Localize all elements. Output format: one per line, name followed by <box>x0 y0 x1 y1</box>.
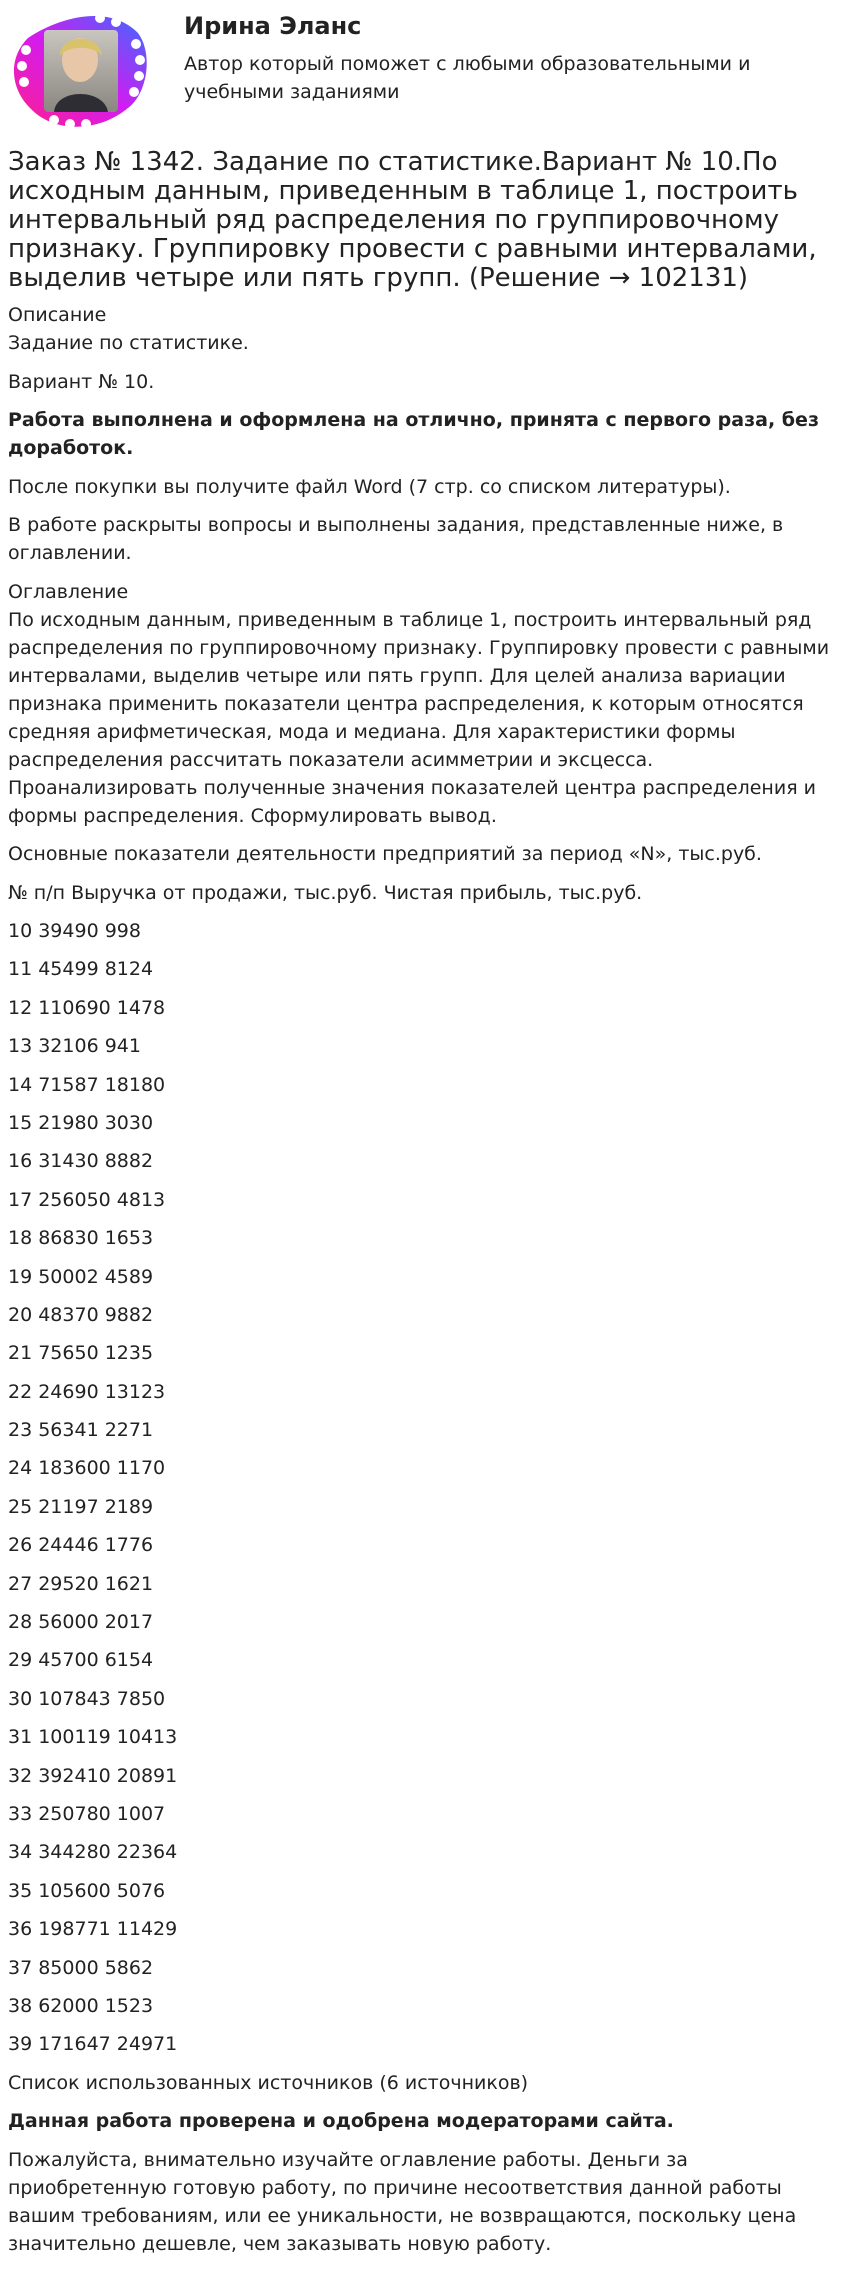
sources-line: Список использованных источников (6 источников) <box>8 2071 529 2094</box>
author-name[interactable]: Ирина Эланс <box>184 12 362 40</box>
table-row: 19 50002 4589 <box>8 1265 154 1288</box>
table-row: 14 71587 18180 <box>8 1073 166 1096</box>
table-row: 23 56341 2271 <box>8 1419 154 1442</box>
product-content <box>0 148 847 2258</box>
table-row: 16 31430 8882 <box>8 1150 154 1173</box>
intro-text: Задание по статистике. <box>8 332 249 354</box>
table-row: 21 75650 1235 <box>8 1342 154 1365</box>
variant-text: Вариант № 10. <box>8 370 155 393</box>
table-header: № п/п Выручка от продажи, тыс.руб. Чистая прибыль, тыс.руб. <box>8 881 643 904</box>
author-description: Автор который поможет с любыми образовательными и учебными заданиями <box>184 53 751 103</box>
table-row: 34 344280 22364 <box>8 1841 178 1864</box>
data-table <box>8 917 839 2058</box>
author-card <box>0 0 847 140</box>
moderated-note: Данная работа проверена и одобрена модераторами сайта. <box>8 2110 674 2133</box>
table-row: 17 256050 4813 <box>8 1188 166 1211</box>
page-title: Заказ № 1342. Задание по статистике.Вариант № 10.По исходным данным, приведенным в таблице 1, построить интервальный ряд распределения по группировочному признаку. Группировку провести с равными интервалами, выделив четыре или пять групп. (Решение → 102131) <box>8 147 817 293</box>
toc-info: В работе раскрыты вопросы и выполнены задания, представленные ниже, в оглавлении. <box>8 514 784 564</box>
table-row: 27 29520 1621 <box>8 1572 154 1595</box>
table-row: 37 85000 5862 <box>8 1956 154 1979</box>
table-row: 20 48370 9882 <box>8 1303 154 1326</box>
table-row: 11 45499 8124 <box>8 958 154 981</box>
table-row: 32 392410 20891 <box>8 1764 178 1787</box>
table-row: 24 183600 1170 <box>8 1457 166 1480</box>
table-row: 10 39490 998 <box>8 920 141 942</box>
table-row: 33 250780 1007 <box>8 1802 166 1825</box>
task-text: По исходным данным, приведенным в таблице 1, построить интервальный ряд распределения по группировочному признаку. Группировку провести с равными интервалами, выделив четыре или пять групп. Для целей анализа вариации признака применить показатели центра распределения, к которым относятся средняя арифметическая, мода и медиана. Для характеристики формы распределения рассчитать показатели асимметрии и эксцесса. Проанализировать полученные значения показателей центра распределения и формы распределения. Сформулировать вывод. <box>8 608 830 827</box>
table-row: 30 107843 7850 <box>8 1687 166 1710</box>
quality-note: Работа выполнена и оформлена на отлично, принята с первого раза, без доработок. <box>8 409 819 459</box>
file-info: После покупки вы получите файл Word (7 стр. со списком литературы). <box>8 475 731 498</box>
table-row: 29 45700 6154 <box>8 1649 154 1672</box>
table-row: 12 110690 1478 <box>8 996 166 1019</box>
toc-label: Оглавление <box>8 580 129 603</box>
avatar[interactable] <box>8 8 152 130</box>
film-frame-avatar-icon <box>8 8 152 130</box>
table-row: 25 21197 2189 <box>8 1495 154 1518</box>
description-label: Описание <box>8 304 107 326</box>
table-row: 15 21980 3030 <box>8 1111 154 1134</box>
table-row: 22 24690 13123 <box>8 1380 166 1403</box>
table-row: 39 171647 24971 <box>8 2033 178 2056</box>
table-row: 13 32106 941 <box>8 1035 141 1058</box>
table-row: 38 62000 1523 <box>8 1994 154 2017</box>
table-row: 28 56000 2017 <box>8 1611 154 1634</box>
table-row: 31 100119 10413 <box>8 1726 178 1749</box>
table-caption: Основные показатели деятельности предприятий за период «N», тыс.руб. <box>8 843 762 865</box>
table-row: 18 86830 1653 <box>8 1227 154 1250</box>
disclaimer-text: Пожалуйста, внимательно изучайте оглавление работы. Деньги за приобретенную готовую работу, по причине несоответствия данной работы вашим требованиям, или ее уникальности, не возвращаются, поскольку цена значительно дешевле, чем заказывать новую работу. <box>8 2148 797 2255</box>
table-row: 36 198771 11429 <box>8 1918 178 1941</box>
table-row: 35 105600 5076 <box>8 1879 166 1902</box>
table-row: 26 24446 1776 <box>8 1534 154 1557</box>
